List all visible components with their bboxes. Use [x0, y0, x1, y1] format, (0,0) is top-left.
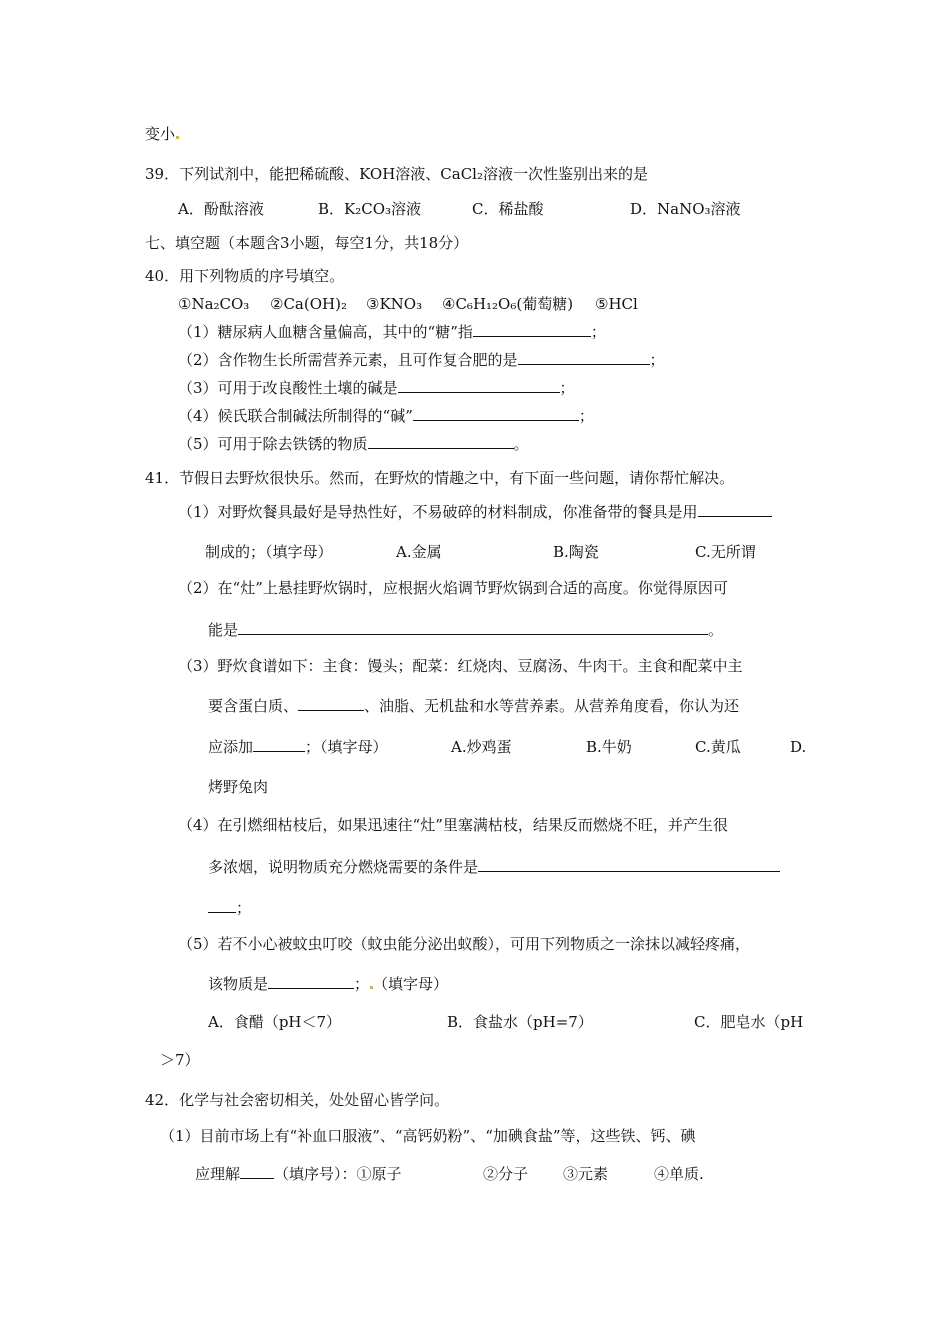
q39-option-a: A．酚酞溶液 — [178, 200, 264, 218]
q41-part-2: （2）在“灶”上悬挂野炊锅时，应根据火焰调节野炊锅到合适的高度。你觉得原因可 — [178, 579, 728, 597]
answer-blank[interactable] — [238, 620, 708, 635]
q40-option-4: ④C₆H₁₂O₆(葡萄糖) — [442, 295, 574, 313]
q40-option-3: ③KNO₃ — [366, 295, 423, 313]
q40-part-3: （3）可用于改良酸性土壤的碱是 ； — [178, 379, 575, 397]
q42-part-1-cont: 应理解 （填序号）：①原子 — [195, 1165, 402, 1183]
q40-part-5: （5）可用于除去铁锈的物质 。 — [178, 435, 529, 453]
q39-option-c: C．稀盐酸 — [472, 200, 544, 218]
q41-part-5-option-b: B．食盐水（pH=7） — [447, 1013, 593, 1031]
q41-stem: 41．节假日去野炊很快乐。然而，在野炊的情趣之中，有下面一些问题，请你帮忙解决。 — [145, 469, 735, 487]
q40-option-5: ⑤HCl — [595, 295, 638, 313]
q41-part-3-option-b: B.牛奶 — [586, 738, 632, 756]
q39-option-d: D．NaNO₃溶液 — [630, 200, 741, 218]
q41-part-5-option-c: C．肥皂水（pH — [694, 1013, 804, 1031]
q41-part-3-option-d: D. — [790, 738, 807, 756]
q39-stem: 39．下列试剂中，能把稀硫酸、KOH溶液、CaCl₂溶液一次性鉴别出来的是 — [145, 165, 648, 183]
answer-blank[interactable] — [253, 737, 305, 752]
q42-part-1-option-4: ④单质. — [654, 1165, 704, 1183]
q41-part-5-cont: 该物质是 ； （填字母） — [208, 975, 449, 993]
q41-part-4-cont: 多浓烟，说明物质充分燃烧需要的条件是 — [208, 857, 780, 877]
q40-part-1: （1）糖尿病人血糖含量偏高，其中的“糖”指 ； — [178, 323, 606, 341]
q41-part-1-option-b: B.陶瓷 — [553, 543, 599, 561]
q41-part-3-option-c: C.黄瓜 — [695, 738, 741, 756]
q41-part-4-cont-2: ； — [208, 898, 251, 918]
q39-option-b: B．K₂CO₃溶液 — [318, 200, 422, 218]
answer-blank[interactable] — [298, 696, 364, 711]
continued-text: 变小 — [145, 124, 179, 144]
q40-option-2: ②Ca(OH)₂ — [270, 295, 347, 313]
answer-blank[interactable] — [240, 1164, 274, 1179]
q41-part-5: （5）若不小心被蚊虫叮咬（蚊虫能分泌出蚁酸），可用下列物质之一涂抹以减轻疼痛， — [178, 935, 751, 953]
q40-option-1: ①Na₂CO₃ — [178, 295, 250, 313]
q41-part-3-line-3: 应添加 ；（填字母） — [208, 738, 388, 756]
mark-dot — [176, 136, 179, 139]
answer-blank[interactable] — [413, 406, 579, 421]
answer-blank[interactable] — [478, 857, 780, 872]
section-title: 七、填空题（本题含3小题，每空1分，共18分） — [145, 234, 469, 252]
q42-part-1-option-2: ②分子 — [483, 1165, 529, 1183]
q41-part-5-wrap: ＞7） — [160, 1051, 200, 1069]
q41-part-3-option-a: A.炒鸡蛋 — [451, 738, 512, 756]
answer-blank[interactable] — [518, 350, 650, 365]
q41-part-1-cont: 制成的；（填字母） — [205, 543, 333, 561]
q41-part-4: （4）在引燃细枯枝后，如果迅速往“灶”里塞满枯枝，结果反而燃烧不旺，并产生很 — [178, 816, 728, 834]
answer-blank[interactable] — [473, 322, 591, 337]
q41-part-5-option-a: A．食醋（pH＜7） — [208, 1013, 342, 1031]
q42-stem: 42．化学与社会密切相关，处处留心皆学问。 — [145, 1091, 450, 1109]
q42-part-1-option-3: ③元素 — [563, 1165, 609, 1183]
q41-part-1-option-a: A.金属 — [396, 543, 442, 561]
q40-stem: 40．用下列物质的序号填空。 — [145, 267, 345, 285]
answer-blank[interactable] — [698, 502, 772, 517]
q41-part-1-option-c: C.无所谓 — [695, 543, 756, 561]
answer-blank[interactable] — [268, 974, 354, 989]
q41-part-2-cont: 能是 。 — [208, 621, 724, 639]
q42-part-1: （1）目前市场上有“补血口服液”、“高钙奶粉”、“加碘食盐”等，这些铁、钙、碘 — [160, 1127, 696, 1145]
answer-blank[interactable] — [208, 898, 236, 913]
q41-part-3: （3）野炊食谱如下：主食：馒头；配菜：红烧肉、豆腐汤、牛肉干。主食和配菜中主 — [178, 657, 743, 675]
q41-part-3-line-2: 要含蛋白质、 、油脂、无机盐和水等营养素。从营养角度看，你认为还 — [208, 697, 740, 715]
answer-blank[interactable] — [398, 378, 560, 393]
answer-blank[interactable] — [368, 434, 514, 449]
q40-part-2: （2）含作物生长所需营养元素，且可作复合肥的是 ； — [178, 351, 665, 369]
q41-part-3-line-4: 烤野兔肉 — [208, 778, 269, 796]
q40-part-4: （4）候氏联合制碱法所制得的“碱” ； — [178, 407, 594, 425]
q41-part-1: （1）对野炊餐具最好是导热性好，不易破碎的材料制成，你准备带的餐具是用 — [178, 502, 772, 522]
